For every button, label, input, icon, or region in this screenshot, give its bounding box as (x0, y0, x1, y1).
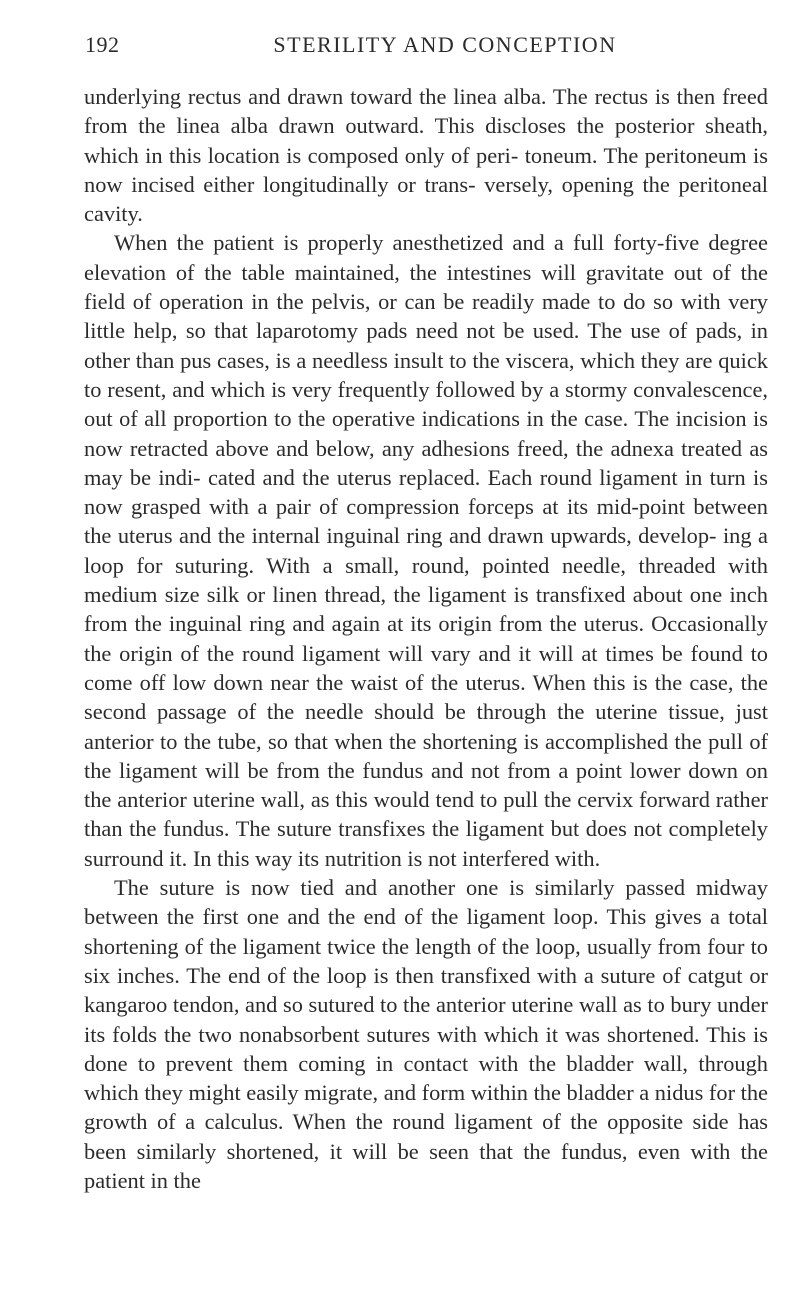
body-text (84, 82, 768, 1195)
paragraph-suture: The suture is now tied and another one is similarly passed midway between the first one and the end of the ligament loop. This gives a total shortening of the ligament twice the length of the loop, usually from four to six inches. The end of the loop is then transfixed with a suture of catgut or kangaroo tendon, and so sutured to the anterior uterine wall as to bury under its folds the two nonabsorbent sutures with which it was shortened. This is done to prevent them coming in contact with the bladder wall, through which they might easily migrate, and form within the bladder a nidus for the growth of a calculus. When the round ligament of the opposite side has been similarly shortened, it will be seen that the fundus, even with the patient in the (84, 875, 768, 1193)
paragraph-continued: underlying rectus and drawn toward the linea alba. The rectus is then freed from the linea alba drawn outward. This discloses the posterior sheath, which in this location is composed only of peri- toneum. The peritoneum is now incised either longitudinally or trans- versely, opening the peritoneal cavity. (84, 84, 768, 227)
paragraph-anesthesia: When the patient is properly anesthetized and a full forty-five degree elevation of the table maintained, the intestines will gravitate out of the field of operation in the pelvis, or can be readily made to do so with very little help, so that laparotomy pads need not be used. The use of pads, in other than pus cases, is a needless insult to the viscera, which they are quick to resent, and which is very frequently followed by a stormy convalescence, out of all proportion to the operative indications in the case. The incision is now retracted above and below, any adhesions freed, the adnexa treated as may be indi- cated and the uterus replaced. Each round ligament in turn is now grasped with a pair of compression forceps at its mid-point between the uterus and the internal inguinal ring and drawn upwards, develop- ing a loop for suturing. With a small, round, pointed needle, threaded with medium size silk or linen thread, the ligament is transfixed about one inch from the inguinal ring and again at its origin from the uterus. Occasionally the origin of the round ligament will vary and it will at times be found to come off low down near the waist of the uterus. When this is the case, the second passage of the needle should be through the uterine tissue, just anterior to the tube, so that when the shortening is accomplished the pull of the ligament will be from the fundus and not from a point lower down on the anterior uterine wall, as this would tend to pull the cervix forward rather than the fundus. The suture transfixes the ligament but does not completely surround it. In this way its nutrition is not interfered with. (84, 230, 768, 871)
page-header (85, 32, 775, 66)
running-head: STERILITY AND CONCEPTION (273, 32, 617, 57)
page-number: 192 (85, 32, 120, 57)
